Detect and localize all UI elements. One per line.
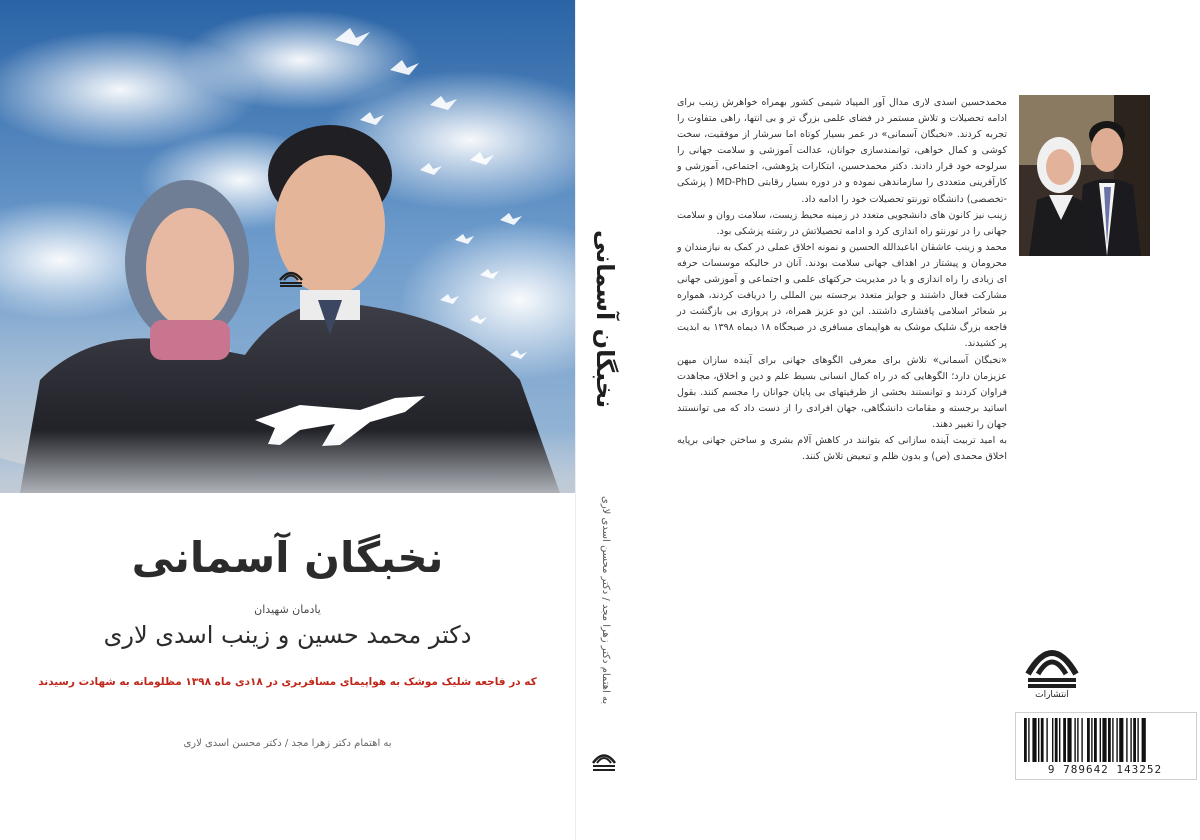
barcode-bar [1087, 718, 1090, 762]
spine-editors-credit: به اهتمام دکتر زهرا مجد / دکتر محسن اسدی لاری [600, 495, 611, 705]
barcode-bar [1102, 718, 1106, 762]
barcode-bar [1108, 718, 1111, 762]
barcode-bar [1032, 718, 1036, 762]
book-editors-credit: به اهتمام دکتر زهرا مجد / دکتر محسن اسدی لاری [183, 738, 392, 749]
blurb-paragraph: محمد و زینب عاشقان اباعبدالله الحسین و نمونه اخلاق عملی در کمک به نیازمندان و محرومان و پیشتاز در اهداف جهانی سلامت بودند. آنان در حالیکه موسسات حرفه ای زیادی را راه اندازی و یا در مدیریت حرکتهای علمی و اجتماعی و آموزشی جهانی مشارکت فعال داشتند و جوایز متعدد برجسته بین المللی را دریافت کردند، همواره بر شعائر اسلامی پافشاری داشتند. این دو عزیز همراه، در پروازی بی بازگشت در فاجعه بزرگ شلیک موشک به هواپیمای مسافری در صبحگاه ۱۸ دیماه ۱۳۹۸ به ابدیت پر کشیدند. [677, 241, 1007, 350]
barcode-bar [1041, 718, 1044, 762]
barcode-bar [1059, 718, 1060, 762]
barcode-bar [1126, 718, 1127, 762]
isbn-barcode [1015, 712, 1197, 780]
blurb-paragraph: محمدحسین اسدی لاری مدال آور المپیاد شیمی کشور بهمراه خواهرش زینب برای ادامه تحصیلات و تلاش مستمر در فضای علمی بزرگ تر و بی انتها، راهی متفاوت را تجربه کردند. «نخبگان آسمانی» در عمر بسیار کوتاه اما سرشار از موفقیت، سخت کوشی و کمال خواهی، توانمندسازی جوانان، عدالت آموزشی و سلامت جهانی را سرلوحه خود قرار دادند. دکتر محمدحسین، ابتکارات پژوهشی، اجتماعی، آموزشی و کارآفرینی متعددی را سازماندهی نموده و در دوره بسیار رقابتی MD-PhD ( پزشکی -تخصصی) دانشگاه تورنتو تحصیلات خود را ادامه داد. [677, 97, 1007, 205]
barcode-bar [1046, 718, 1047, 762]
barcode-bar [1142, 718, 1146, 762]
cover-artwork-illustration [0, 0, 575, 493]
barcode-bar [1038, 718, 1039, 762]
back-cover-blurb [677, 95, 1007, 465]
barcode-bar [1133, 718, 1136, 762]
front-cover [0, 0, 575, 840]
barcode-bar [1112, 718, 1113, 762]
blurb-paragraph: زینب نیز کانون های دانشجویی متعدد در زمینه محیط زیست، سلامت روان و سلامت جهانی را در تورنتو راه اندازی کرد و ادامه تحصیلاتش در رشته پزشکی بود. [677, 209, 1007, 237]
barcode-bar [1137, 718, 1138, 762]
book-author-names: دکتر محمد حسین و زینب اسدی لاری [103, 621, 472, 649]
blurb-paragraph: به امید تربیت آینده سازانی که بتوانند در کاهش آلام بشری و ساختن جهانی برپایه اخلاق محمدی (ص) و بدون ظلم و تبعیض تلاش کنند. [677, 434, 1007, 463]
front-cover-text [0, 493, 575, 840]
barcode-bar [1067, 718, 1071, 762]
barcode-bar [1055, 718, 1058, 762]
publisher-logo-icon [278, 268, 304, 288]
barcode-bar [1116, 718, 1117, 762]
barcode-bar [1024, 718, 1027, 762]
barcode-bar [1100, 718, 1101, 762]
barcode-bar [1119, 718, 1123, 762]
barcode-bar [1063, 718, 1066, 762]
book-spine [575, 0, 635, 840]
cover-artwork [0, 0, 575, 493]
isbn-number: 9 789642 143252 [1047, 763, 1163, 776]
barcode-bar [1130, 718, 1131, 762]
barcode-bar [1081, 718, 1082, 762]
barcode-bar [1074, 718, 1075, 762]
barcode-bar [1052, 718, 1053, 762]
portrait-photo [1019, 95, 1150, 256]
publisher-label: انتشارات [1035, 690, 1069, 700]
barcode-bar [1091, 718, 1092, 762]
blurb-paragraph: «نخبگان آسمانی» تلاش برای معرفی الگوهای جهانی برای آینده سازان میهن عزیزمان دارد؛ الگوهایی که در راه کمال انسانی بسیط علم و دین و اخلاق، مجاهدت فراوان کردند و توانستند بخشی از ظرفیتهای بی پایان جوانان را مجسم کنند. بقول اساتید برجسته و مقامات دانشگاهی، جهان افرادی را از دست داد که می توانستند جهان را تغییر دهند. [677, 354, 1007, 430]
back-cover-photo [1019, 95, 1150, 256]
barcode-bars [1022, 718, 1188, 762]
book-subtitle: یادمان شهیدان [254, 603, 321, 616]
book-tagline: که در فاجعه شلیک موشک به هواپیمای مسافربری در ۱۸دی ماه ۱۳۹۸ مظلومانه به شهادت رسیدند [38, 676, 537, 688]
publisher-logo-icon [591, 750, 617, 774]
spine-title: نخبگان آسمانی [591, 230, 619, 409]
barcode-bar [1094, 718, 1097, 762]
barcode-bar [1077, 718, 1078, 762]
book-title: نخبگان آسمانی [131, 533, 444, 582]
barcode-bar [1028, 718, 1029, 762]
